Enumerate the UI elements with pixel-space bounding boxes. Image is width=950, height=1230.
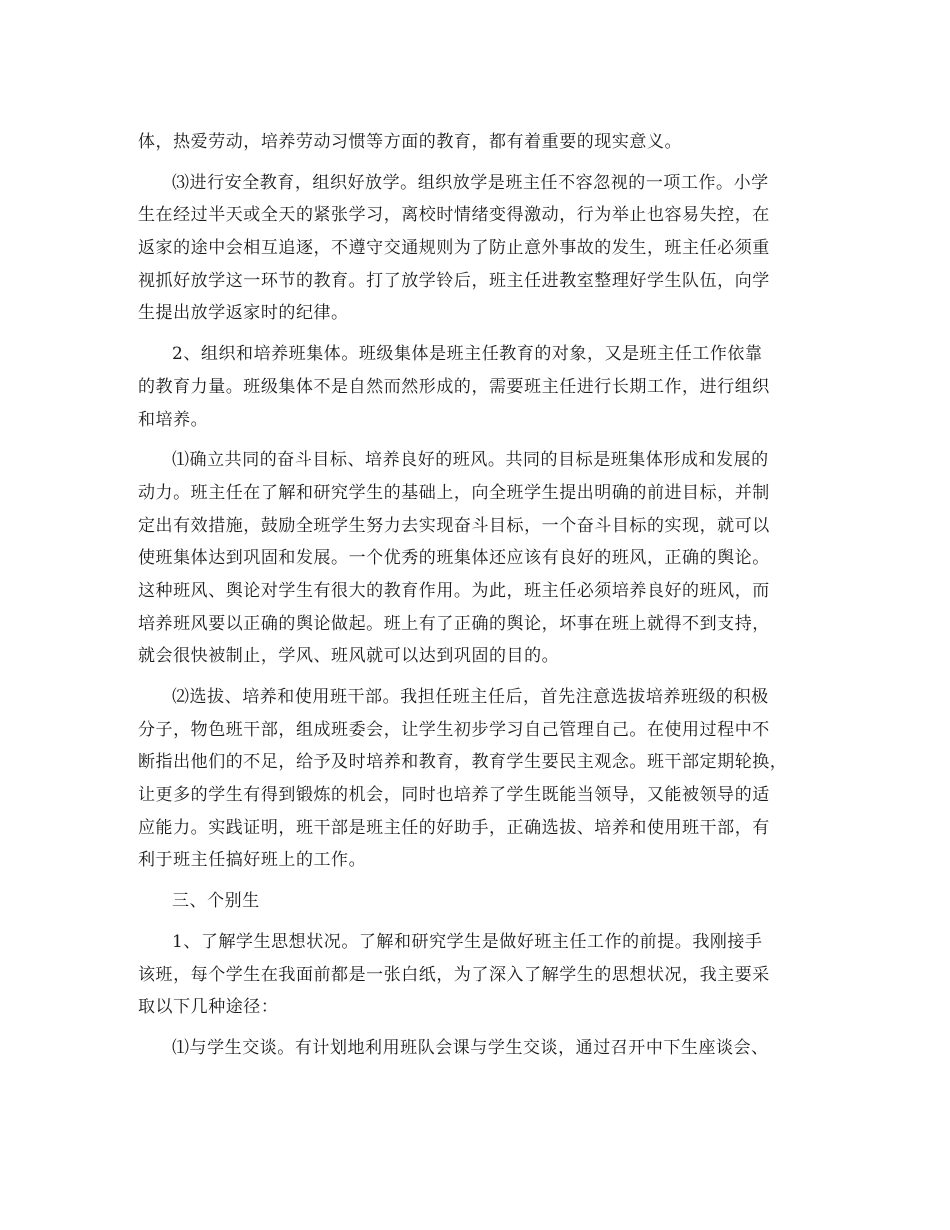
text-line: ⑴确立共同的奋斗目标、培养良好的班风。共同的目标是班集体形成和发展的 (172, 450, 769, 471)
text-line: 使班集体达到巩固和发展。一个优秀的班集体还应该有良好的班风，正确的舆论。 (138, 548, 770, 569)
text-line: 分子，物色班干部，组成班委会，让学生初步学习自己管理自己。在使用过程中不 (138, 719, 770, 740)
paragraph (138, 885, 814, 918)
paragraph (138, 1032, 814, 1065)
text-line: 三、个别生 (172, 891, 260, 912)
text-line: 动力。班主任在了解和研究学生的基础上，向全班学生提出明确的前进目标，并制 (138, 482, 770, 503)
paragraph (138, 444, 814, 673)
text-line: 1、了解学生思想状况。了解和研究学生是做好班主任工作的前提。我刚接手 (172, 931, 763, 952)
document-body (138, 126, 814, 1065)
text-line: 利于班主任搞好班上的工作。 (138, 850, 367, 871)
text-line: 2、组织和培养班集体。班级集体是班主任教育的对象，又是班主任工作依靠 (172, 344, 763, 365)
text-line: ⑴与学生交谈。有计划地利用班队会课与学生交谈，通过召开中下生座谈会、 (172, 1037, 769, 1058)
paragraph (138, 338, 814, 436)
paragraph (138, 126, 814, 159)
text-line: 这种班风、舆论对学生有很大的教育作用。为此，班主任必须培养良好的班风，而 (138, 580, 770, 601)
text-line: 返家的途中会相互追逐，不遵守交通规则为了防止意外事故的发生，班主任必须重 (138, 238, 770, 259)
text-line: ⑶进行安全教育，组织好放学。组织放学是班主任不容忽视的一项工作。小学 (172, 172, 769, 193)
text-line: 的教育力量。班级集体不是自然而然形成的，需要班主任进行长期工作，进行组织 (138, 376, 770, 397)
paragraph (138, 167, 814, 330)
text-line: 生在经过半天或全天的紧张学习，离校时情绪变得激动，行为举止也容易失控，在 (138, 205, 770, 226)
text-line: 培养班风要以正确的舆论做起。班上有了正确的舆论，坏事在班上就得不到支持， (138, 613, 770, 634)
text-line: 定出有效措施，鼓励全班学生努力去实现奋斗目标，一个奋斗目标的实现，就可以 (138, 515, 770, 536)
text-line: 视抓好放学这一环节的教育。打了放学铃后，班主任进教室整理好学生队伍，向学 (138, 270, 770, 291)
text-line: 应能力。实践证明，班干部是班主任的好助手，正确选拔、培养和使用班干部，有 (138, 817, 770, 838)
text-line: 体，热爱劳动，培养劳动习惯等方面的教育，都有着重要的现实意义。 (138, 132, 683, 152)
text-line: 和培养。 (138, 409, 209, 430)
text-line: 就会很快被制止，学风、班风就可以达到巩固的目的。 (138, 646, 560, 667)
text-line: 断指出他们的不足，给予及时培养和教育，教育学生要民主观念。班干部定期轮换， (138, 752, 788, 773)
text-line: 该班，每个学生在我面前都是一张白纸，为了深入了解学生的思想状况，我主要采 (138, 964, 770, 985)
paragraph (138, 926, 814, 1024)
text-line: ⑵选拔、培养和使用班干部。我担任班主任后，首先注意选拔培养班级的积极 (172, 687, 769, 707)
text-line: 让更多的学生有得到锻炼的机会，同时也培养了学生既能当领导，又能被领导的适 (138, 785, 770, 806)
paragraph (138, 681, 814, 877)
text-line: 取以下几种途径： (138, 997, 279, 1018)
text-line: 生提出放学返家时的纪律。 (138, 303, 349, 324)
